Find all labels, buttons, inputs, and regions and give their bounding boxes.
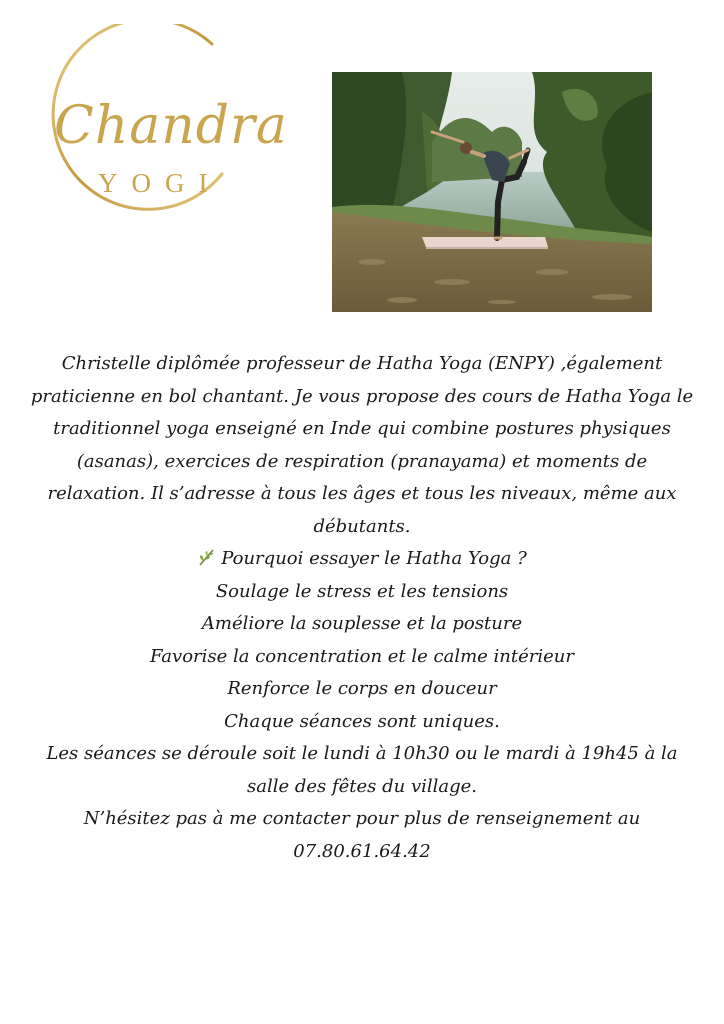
intro-paragraph: Christelle diplômée professeur de Hatha Yoga (ENPY) ,également praticienne en bol chantant. Je vous propose des cours de Hatha Yoga le traditionnel yoga enseigné en Inde qui combine postures physiques (asanas), exercices de respiration (pranayama) et moments de relaxation. Il s’adresse à tous les âges et tous les niveaux, même aux débutants. <box>30 353 694 537</box>
chandra-yogi-logo <box>22 24 288 219</box>
why-heading-text: Pourquoi essayer le Hatha Yoga ? <box>221 548 527 569</box>
contact-text: N’hésitez pas à me contacter pour plus de renseignement au <box>83 808 641 829</box>
leaf-icon <box>197 547 217 567</box>
benefit-item: Renforce le corps en douceur <box>227 678 497 699</box>
benefit-item: Chaque séances sont uniques. <box>224 710 500 732</box>
description-text-block <box>28 348 696 868</box>
logo-script-text: Chandra <box>54 96 288 156</box>
phone-number[interactable]: 07.80.61.64.42 <box>293 840 431 862</box>
benefit-item: Favorise la concentration et le calme intérieur <box>150 645 574 667</box>
why-heading <box>28 543 696 576</box>
schedule-text: Les séances se déroule soit le lundi à 10h30 ou le mardi à 19h45 à la salle des fêtes du village. <box>46 743 678 797</box>
benefit-item: Améliore la souplesse et la posture <box>201 613 523 634</box>
benefit-item: Soulage le stress et les tensions <box>215 580 509 602</box>
yoga-pose-photo <box>332 72 652 312</box>
logo-sub-text: YOGI <box>98 168 222 198</box>
